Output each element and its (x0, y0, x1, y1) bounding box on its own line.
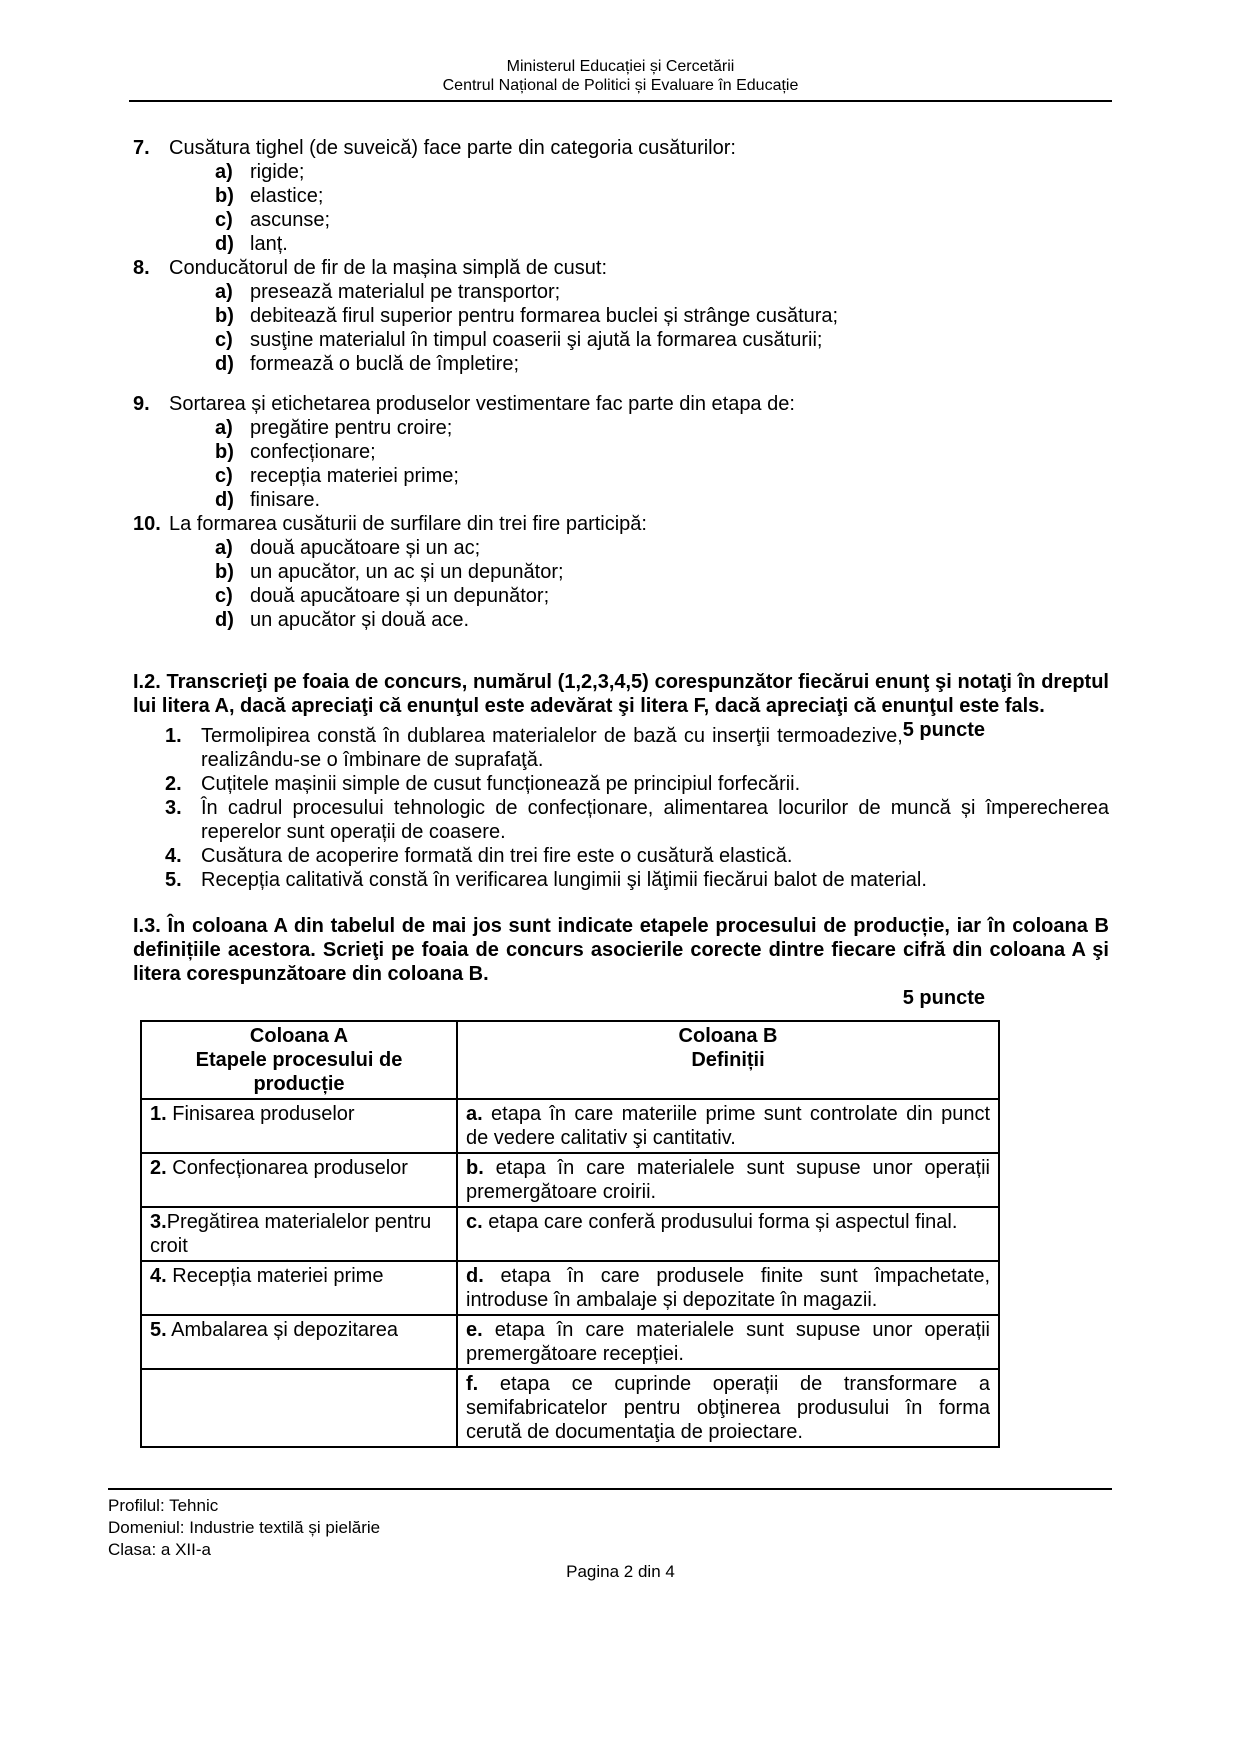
question-text: Cusătura tighel (de suveică) face parte din categoria cusăturilor: (169, 137, 736, 159)
center-name: Centrul Național de Politici și Evaluare în Educație (442, 77, 799, 94)
option-text: pregătire pentru croire; (250, 417, 453, 439)
option-text: recepția materiei prime; (250, 465, 459, 487)
column-b-header (457, 1021, 999, 1099)
table-row (141, 1315, 999, 1369)
definition-text: etapa ce cuprinde operații de transformare a semifabricatelor pentru obţinerea produsului în forma cerută de documentaţia de proiectare. (466, 1373, 990, 1443)
footer-domain: Domeniul: Industrie textilă și pielărie (108, 1518, 381, 1537)
question-8 (133, 256, 1109, 376)
document-body (133, 136, 1109, 1448)
definition-cell (457, 1207, 999, 1261)
answer-option (133, 280, 1109, 304)
table-row (141, 1369, 999, 1447)
definition-letter: f. (466, 1373, 479, 1395)
option-text: lanț. (250, 233, 288, 255)
option-letter: c) (215, 209, 233, 231)
footer-profile: Profilul: Tehnic (108, 1496, 219, 1515)
stage-cell (141, 1261, 457, 1315)
table-row (141, 1261, 999, 1315)
statement-text: Termolipirea constă în dublarea materialelor de bază cu inserţii termoadezive, realizându-se o îmbinare de suprafaţă. (201, 725, 903, 771)
stage-number: 4. (150, 1265, 167, 1287)
option-letter: a) (215, 417, 233, 439)
stage-number: 5. (150, 1319, 167, 1341)
answer-option (133, 536, 1109, 560)
statement-number: 4. (165, 845, 182, 867)
option-letter: a) (215, 281, 233, 303)
statement (133, 724, 903, 772)
association-table (140, 1020, 1000, 1448)
stage-cell (141, 1207, 457, 1261)
definition-text: etapa în care materialele sunt supuse unor operații premergătoare recepției. (466, 1319, 990, 1365)
statement-text: Cuțitele mașinii simple de cusut funcționează pe principiul forfecării. (201, 773, 801, 795)
column-b-subtitle: Definiții (691, 1049, 765, 1071)
answer-option (133, 232, 1109, 256)
definition-letter: a. (466, 1103, 483, 1125)
section-i2-intro-text: I.2. Transcrieţi pe foaia de concurs, numărul (1,2,3,4,5) corespunzător fiecărui enunţ şi notaţi în dreptul lui litera A, dacă apreciaţi că enunţul este adevărat şi litera F, dacă apreciaţi că enunţul este fals. (133, 671, 1109, 717)
definition-cell (457, 1261, 999, 1315)
option-letter: b) (215, 185, 234, 207)
page-footer (108, 1488, 1112, 1561)
definition-letter: e. (466, 1319, 483, 1341)
answer-option (133, 328, 1109, 352)
page-header (129, 0, 1112, 102)
option-text: două apucătoare și un ac; (250, 537, 481, 559)
definition-cell (457, 1369, 999, 1447)
question-number: 10. (133, 513, 161, 535)
question-text: Sortarea și etichetarea produselor vestimentare fac parte din etapa de: (169, 393, 795, 415)
answer-option (133, 440, 1109, 464)
answer-option (133, 208, 1109, 232)
section-i3-points: 5 puncte (902, 987, 985, 1009)
stage-text: Recepția materiei prime (172, 1265, 384, 1287)
section-i2-statements (133, 724, 1109, 892)
statement-text: Cusătura de acoperire formată din trei fire este o cusătură elastică. (201, 845, 793, 867)
statement (133, 844, 1109, 868)
question-10 (133, 512, 1109, 632)
stage-cell (141, 1315, 457, 1369)
table-header-row (141, 1021, 999, 1099)
table-row (141, 1099, 999, 1153)
stage-cell (141, 1099, 457, 1153)
option-letter: b) (215, 561, 234, 583)
definition-cell (457, 1153, 999, 1207)
table-row (141, 1207, 999, 1261)
statement-text: Recepția calitativă constă în verificarea lungimii şi lăţimii fiecărui balot de material. (201, 869, 927, 891)
definition-cell (457, 1315, 999, 1369)
answer-option (133, 416, 1109, 440)
option-letter: c) (215, 465, 233, 487)
answer-option (133, 584, 1109, 608)
definition-text: etapa în care materialele sunt supuse unor operații premergătoare croirii. (466, 1157, 990, 1203)
table-row (141, 1153, 999, 1207)
question-number: 7. (133, 137, 150, 159)
question-number: 9. (133, 393, 150, 415)
option-text: debitează firul superior pentru formarea buclei și strânge cusătura; (250, 305, 839, 327)
answer-option (133, 608, 1109, 632)
answer-option (133, 352, 1109, 376)
statement (133, 772, 1109, 796)
section-i3-heading (133, 914, 1109, 986)
option-text: două apucătoare și un depunător; (250, 585, 550, 607)
option-text: susţine materialul în timpul coaserii şi ajută la formarea cusăturii; (250, 329, 823, 351)
option-letter: b) (215, 305, 234, 327)
statement (133, 796, 1109, 844)
definition-letter: d. (466, 1265, 484, 1287)
statement-number: 3. (165, 797, 182, 819)
option-text: rigide; (250, 161, 305, 183)
stage-text: Pregătirea materialelor pentru croit (150, 1211, 432, 1257)
question-9 (133, 392, 1109, 512)
answer-option (133, 488, 1109, 512)
option-letter: d) (215, 233, 234, 255)
option-letter: c) (215, 585, 233, 607)
column-a-header (141, 1021, 457, 1099)
option-text: elastice; (250, 185, 324, 207)
option-letter: d) (215, 489, 234, 511)
question-7 (133, 136, 1109, 256)
statement-number: 5. (165, 869, 182, 891)
stage-number: 3. (150, 1211, 167, 1233)
column-b-title: Coloana B (678, 1025, 778, 1047)
answer-option (133, 464, 1109, 488)
option-text: confecționare; (250, 441, 376, 463)
option-text: un apucător, un ac și un depunător; (250, 561, 564, 583)
option-text: finisare. (250, 489, 321, 511)
statement-number: 1. (165, 725, 182, 747)
definition-text: etapa care conferă produsului forma și aspectul final. (488, 1211, 958, 1233)
footer-class: Clasa: a XII-a (108, 1540, 211, 1559)
section-i2-heading (133, 670, 1109, 741)
option-text: un apucător și două ace. (250, 609, 470, 631)
answer-option (133, 184, 1109, 208)
stage-cell (141, 1153, 457, 1207)
ministry-name: Ministerul Educației și Cercetării (506, 58, 735, 75)
definition-text: etapa în care materiile prime sunt controlate din punct de vedere calitativ şi cantitativ. (466, 1103, 990, 1149)
stage-number: 2. (150, 1157, 167, 1179)
option-text: presează materialul pe transportor; (250, 281, 561, 303)
column-a-title: Coloana A (249, 1025, 349, 1047)
stage-text: Ambalarea și depozitarea (171, 1319, 398, 1341)
option-letter: a) (215, 161, 233, 183)
stage-text: Finisarea produselor (172, 1103, 355, 1125)
stage-cell (141, 1369, 457, 1447)
section-i3-intro-text: I.3. În coloana A din tabelul de mai jos sunt indicate etapele procesului de producție, iar în coloana B definițiile acestora. Scrieţi pe foaia de concurs asocierile corecte dintre fiecare cifră din coloana A şi litera corespunzătoare din coloana B. (133, 915, 1109, 985)
option-letter: d) (215, 609, 234, 631)
option-letter: c) (215, 329, 233, 351)
definition-cell (457, 1099, 999, 1153)
definition-letter: b. (466, 1157, 484, 1179)
statement (133, 868, 1109, 892)
question-text: La formarea cusăturii de surfilare din trei fire participă: (169, 513, 647, 535)
answer-option (133, 304, 1109, 328)
definition-text: etapa în care produsele finite sunt împachetate, introduse în ambalaje și depozitate în magazii. (466, 1265, 990, 1311)
answer-option (133, 160, 1109, 184)
section-i2-points: 5 puncte (902, 719, 985, 741)
statement-number: 2. (165, 773, 182, 795)
answer-option (133, 560, 1109, 584)
column-a-subtitle: Etapele procesului de producție (195, 1049, 403, 1095)
stage-number: 1. (150, 1103, 167, 1125)
question-text: Conducătorul de fir de la mașina simplă de cusut: (169, 257, 608, 279)
option-letter: d) (215, 353, 234, 375)
stage-text: Confecționarea produselor (172, 1157, 408, 1179)
definition-letter: c. (466, 1211, 483, 1233)
question-number: 8. (133, 257, 150, 279)
option-text: ascunse; (250, 209, 331, 231)
option-text: formează o buclă de împletire; (250, 353, 520, 375)
option-letter: b) (215, 441, 234, 463)
option-letter: a) (215, 537, 233, 559)
page-number: Pagina 2 din 4 (566, 1562, 675, 1581)
statement-text: În cadrul procesului tehnologic de confecționare, alimentarea locurilor de muncă și împerecherea reperelor sunt operații de coasere. (201, 797, 1109, 843)
